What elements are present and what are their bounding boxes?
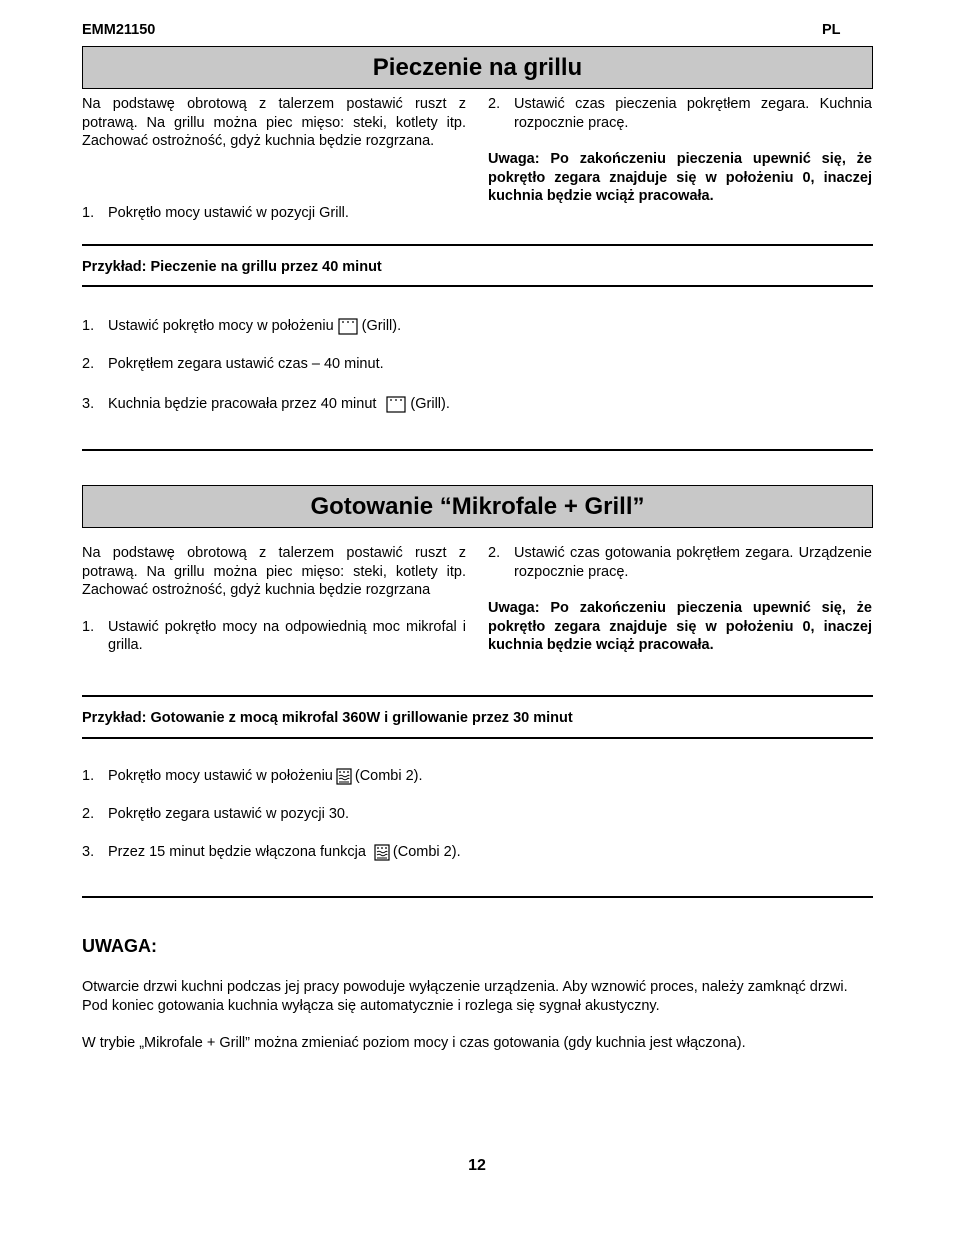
- warning-paragraph-2: Pod koniec gotowania kuchnia wyłącza się automatycznie i rozlega się sygnał akustyczny.: [82, 997, 660, 1014]
- section2-intro: Na podstawę obrotową z talerzem postawić ruszt z potrawą. Na grillu można piec mięso: steki, kotlety itp. Zachować ostrożność, gdyż kuchnia będzie rozgrzana: [82, 545, 466, 598]
- step-number: 2.: [488, 96, 501, 112]
- step-number: 1.: [82, 768, 95, 784]
- section2-step-1: [82, 618, 466, 655]
- step-number: 2.: [488, 545, 501, 561]
- step-text: Ustawić pokrętło mocy na odpowiednią moc mikrofal i grilla.: [108, 618, 466, 653]
- divider: [82, 896, 873, 898]
- section1-example-step-2: [82, 355, 384, 374]
- warning-heading: UWAGA:: [82, 936, 157, 956]
- warning-text: [82, 978, 872, 1052]
- step-suffix: (Combi 2).: [392, 844, 461, 860]
- step-number: 1.: [82, 618, 95, 635]
- step-text: Kuchnia będzie pracowała przez 40 minut: [108, 396, 377, 412]
- step-suffix: (Combi 2).: [354, 768, 423, 784]
- step-text: Ustawić czas pieczenia pokrętłem zegara. Kuchnia rozpocznie pracę.: [514, 96, 872, 131]
- step-text: Pokrętłem zegara ustawić czas – 40 minut.: [108, 356, 384, 372]
- warning-paragraph-3: W trybie „Mikrofale + Grill” można zmieniać poziom mocy i czas gotowania (gdy kuchnia jest włączona).: [82, 1034, 746, 1051]
- step-number: 1.: [82, 318, 95, 334]
- section2-example-step-3: [82, 843, 461, 862]
- section2-step-2: [488, 544, 872, 581]
- step-text: Pokrętło mocy ustawić w pozycji Grill.: [108, 205, 349, 221]
- step-number: 1.: [82, 205, 95, 221]
- warning-paragraph-1: Otwarcie drzwi kuchni podczas jej pracy powoduje wyłączenie urządzenia. Aby wznowić proces, należy zamknąć drzwi.: [82, 979, 848, 995]
- section1-step-2: [488, 95, 872, 132]
- section2-example-step-2: [82, 805, 349, 824]
- divider: [82, 449, 873, 451]
- section2-example-step-1: [82, 767, 423, 786]
- step-number: 3.: [82, 844, 95, 860]
- step-number: 2.: [82, 806, 95, 822]
- step-number: 2.: [82, 356, 95, 372]
- divider: [82, 244, 873, 246]
- section2-left-column: [82, 544, 466, 655]
- section-title-grill: Pieczenie na grillu: [82, 46, 873, 89]
- step-text: Przez 15 minut będzie włączona funkcja: [108, 844, 366, 860]
- combi-icon: [374, 844, 390, 861]
- section1-intro: Na podstawę obrotową z talerzem postawić ruszt z potrawą. Na grillu można piec mięso: steki, kotlety itp. Zachować ostrożność, gdyż kuchnia będzie rozgrzana.: [82, 96, 466, 149]
- step-text: Pokrętło mocy ustawić w położeniu: [108, 768, 333, 784]
- step-number: 3.: [82, 396, 95, 412]
- section1-example-title: Przykład: Pieczenie na grillu przez 40 minut: [82, 259, 382, 275]
- step-text: Ustawić pokrętło mocy w położeniu: [108, 318, 334, 334]
- step-text: Pokrętło zegara ustawić w pozycji 30.: [108, 806, 349, 822]
- model-number: EMM21150: [82, 22, 156, 38]
- grill-icon: [338, 318, 358, 335]
- step-suffix: (Grill).: [361, 318, 402, 334]
- section1-example-step-1: [82, 317, 401, 336]
- section1-left-column: [82, 95, 466, 151]
- section2-right-column: [488, 544, 872, 655]
- combi-icon: [336, 768, 352, 785]
- grill-icon: [386, 396, 406, 413]
- section1-note: Uwaga: Po zakończeniu pieczenia upewnić się, że pokrętło zegara znajduje się w położeniu 0, inaczej kuchnia będzie wciąż pracowała.: [488, 151, 872, 204]
- divider: [82, 737, 873, 739]
- section1-step-1: [82, 204, 466, 223]
- divider: [82, 285, 873, 287]
- section-title-microwave-grill: Gotowanie “Mikrofale + Grill”: [82, 485, 873, 528]
- step-text: Ustawić czas gotowania pokrętłem zegara. Urządzenie rozpocznie pracę.: [514, 545, 872, 580]
- section2-note: Uwaga: Po zakończeniu pieczenia upewnić się, że pokrętło zegara znajduje się w położeniu 0, inaczej kuchnia będzie wciąż pracowała.: [488, 600, 872, 653]
- divider: [82, 695, 873, 697]
- language-code: PL: [822, 22, 841, 38]
- section1-example-step-3: [82, 395, 450, 414]
- section2-example-title: Przykład: Gotowanie z mocą mikrofal 360W i grillowanie przez 30 minut: [82, 710, 573, 726]
- step-suffix: (Grill).: [410, 396, 450, 412]
- page-number: 12: [468, 1157, 486, 1174]
- section1-right-column: [488, 95, 872, 206]
